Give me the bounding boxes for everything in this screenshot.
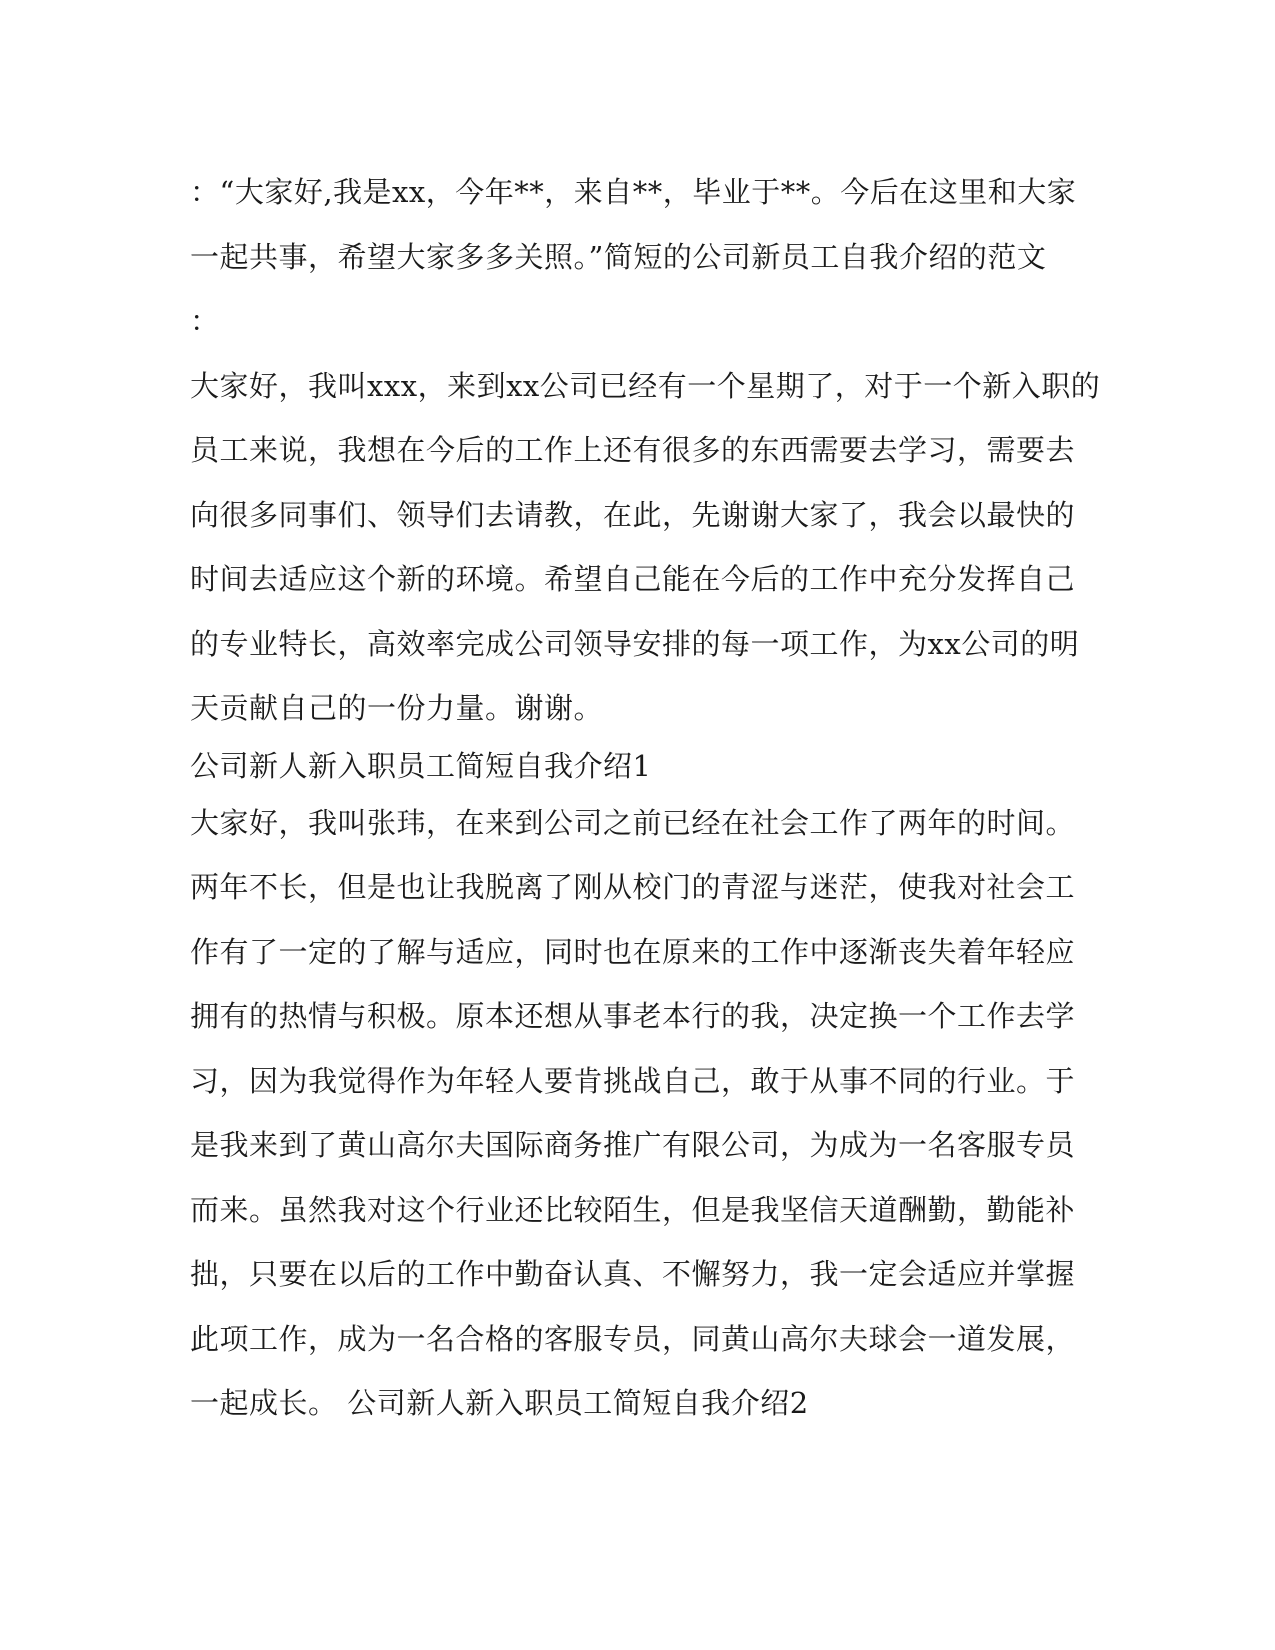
text-line: 拥有的热情与积极。原本还想从事老本行的我，决定换一个工作去学 [190, 999, 1076, 1033]
text-line: 向很多同事们、领导们去请教，在此，先谢谢大家了，我会以最快的 [190, 497, 1076, 532]
text-line: 大家好，我叫xxx，来到xx公司已经有一个星期了，对于一个新入职的 [190, 368, 1101, 403]
text-line: 员工来说，我想在今后的工作上还有很多的东西需要去学习，需要去 [190, 433, 1076, 467]
text-line: 一起成长。 公司新人新入职员工简短自我介绍2 [190, 1386, 809, 1420]
text-line: 天贡献自己的一份力量。谢谢。 [190, 691, 604, 725]
text-line: 此项工作，成为一名合格的客服专员，同黄山高尔夫球会一道发展， [190, 1321, 1076, 1356]
text-line: 习，因为我觉得作为年轻人要肯挑战自己，敢于从事不同的行业。于 [190, 1063, 1076, 1098]
text-line: 拙，只要在以后的工作中勤奋认真、不懈努力，我一定会适应并掌握 [190, 1257, 1076, 1291]
text-line: ：“大家好,我是xx，今年**，来自**，毕业于**。今后在这里和大家 [190, 175, 1077, 209]
text-line: 一起共事，希望大家多多关照。”简短的公司新员工自我介绍的范文 [190, 239, 1047, 274]
text-line: 时间去适应这个新的环境。希望自己能在今后的工作中充分发挥自己 [190, 562, 1076, 596]
text-line: 是我来到了黄山高尔夫国际商务推广有限公司，为成为一名客服专员 [190, 1128, 1076, 1162]
document-body [190, 160, 1101, 1436]
text-line: 大家好，我叫张玮，在来到公司之前已经在社会工作了两年的时间。 [190, 805, 1076, 840]
text-line: 两年不长，但是也让我脱离了刚从校门的青涩与迷茫，使我对社会工 [190, 870, 1076, 904]
text-line: 作有了一定的了解与适应，同时也在原来的工作中逐渐丧失着年轻应 [190, 934, 1076, 969]
text-line: ： [190, 304, 220, 338]
text-line: 而来。虽然我对这个行业还比较陌生，但是我坚信天道酬勤，勤能补 [190, 1192, 1076, 1227]
section-heading: 公司新人新入职员工简短自我介绍1 [190, 748, 652, 783]
text-line: 的专业特长，高效率完成公司领导安排的每一项工作，为xx公司的明 [190, 626, 1080, 661]
